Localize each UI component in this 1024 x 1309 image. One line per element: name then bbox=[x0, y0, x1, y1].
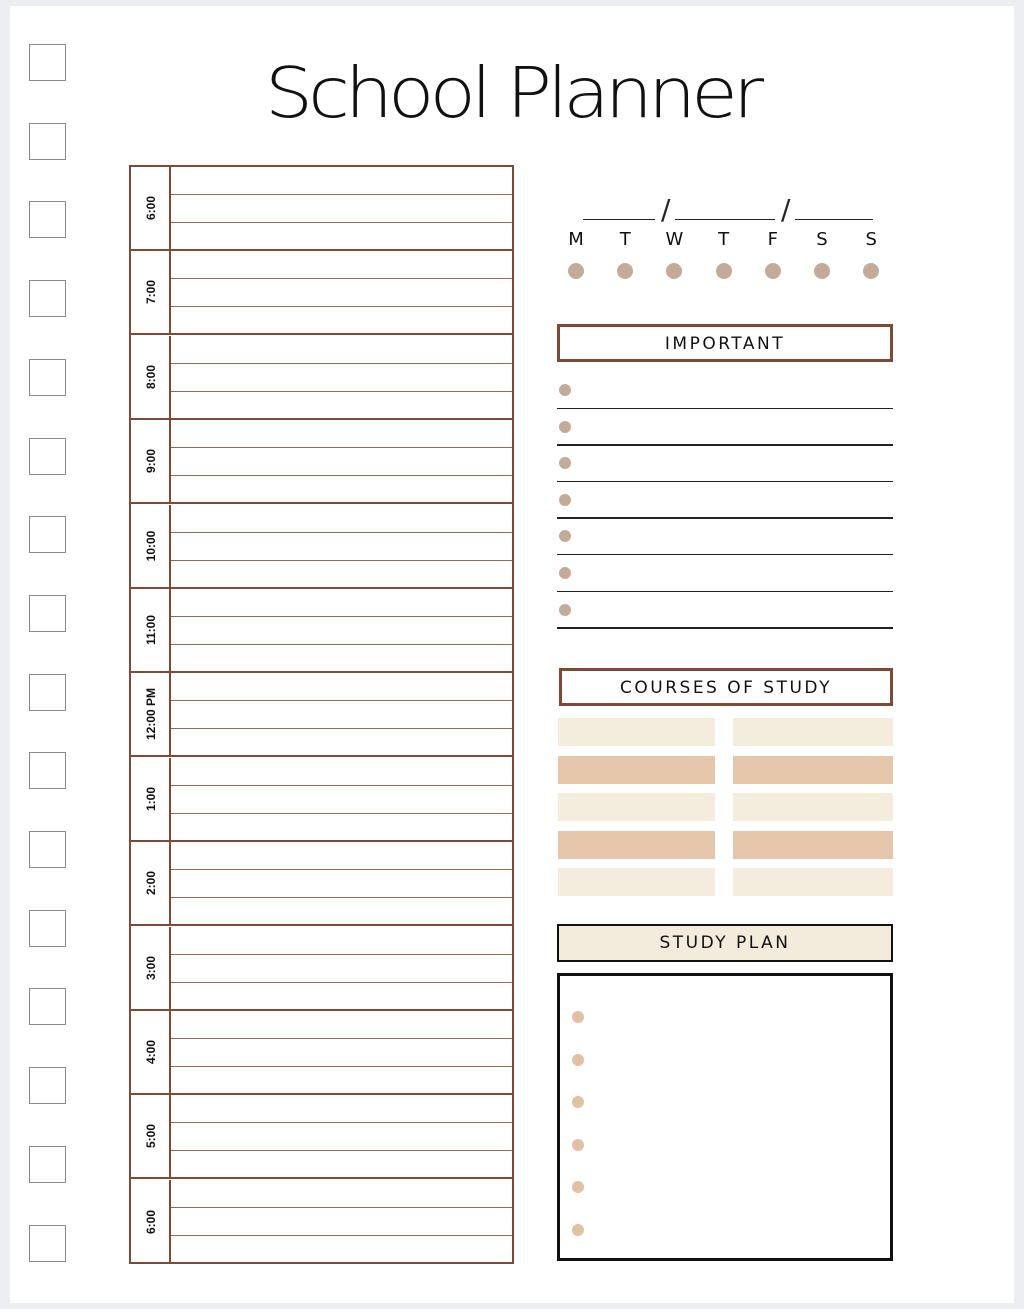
date-blank-month[interactable] bbox=[583, 219, 655, 220]
important-item[interactable] bbox=[557, 410, 893, 446]
weekday-dot[interactable] bbox=[716, 263, 732, 279]
schedule-row[interactable] bbox=[131, 758, 512, 842]
checkbox[interactable] bbox=[29, 1225, 66, 1262]
bullet-dot bbox=[559, 494, 571, 506]
writing-line bbox=[171, 1150, 512, 1151]
schedule-row[interactable] bbox=[131, 1180, 512, 1264]
time-cell bbox=[131, 251, 171, 333]
course-field[interactable] bbox=[733, 756, 893, 784]
course-field[interactable] bbox=[558, 831, 715, 859]
schedule-row[interactable] bbox=[131, 167, 512, 251]
writing-line bbox=[171, 616, 512, 617]
important-item[interactable] bbox=[557, 373, 893, 409]
checkbox[interactable] bbox=[29, 516, 66, 553]
important-item[interactable] bbox=[557, 446, 893, 482]
time-cell bbox=[131, 1095, 171, 1177]
writing-line bbox=[171, 982, 512, 983]
time-cell bbox=[131, 167, 171, 249]
courses-header: COURSES OF STUDY bbox=[559, 668, 893, 706]
time-label: 3:00 bbox=[144, 955, 158, 980]
time-label: 2:00 bbox=[144, 871, 158, 896]
writing-line bbox=[171, 222, 512, 223]
checkbox[interactable] bbox=[29, 44, 66, 81]
time-cell bbox=[131, 336, 171, 418]
writing-line bbox=[171, 475, 512, 476]
schedule-row[interactable] bbox=[131, 251, 512, 335]
writing-line bbox=[171, 1207, 512, 1208]
checkbox[interactable] bbox=[29, 201, 66, 238]
bullet-dot bbox=[572, 1096, 584, 1108]
time-cell bbox=[131, 673, 171, 755]
schedule-row[interactable] bbox=[131, 1011, 512, 1095]
checkbox[interactable] bbox=[29, 752, 66, 789]
schedule-row[interactable] bbox=[131, 927, 512, 1011]
writing-line bbox=[171, 306, 512, 307]
weekday-label: T bbox=[718, 229, 730, 250]
course-field[interactable] bbox=[558, 718, 715, 746]
writing-line bbox=[171, 447, 512, 448]
course-field[interactable] bbox=[733, 868, 893, 896]
course-field[interactable] bbox=[558, 793, 715, 821]
writing-line bbox=[171, 1235, 512, 1236]
bullet-dot bbox=[572, 1224, 584, 1236]
time-cell bbox=[131, 758, 171, 840]
bullet-dot bbox=[572, 1139, 584, 1151]
bullet-dot bbox=[559, 384, 571, 396]
writing-line bbox=[171, 1038, 512, 1039]
checkbox[interactable] bbox=[29, 595, 66, 632]
schedule-row[interactable] bbox=[131, 336, 512, 420]
writing-line bbox=[171, 954, 512, 955]
checkbox[interactable] bbox=[29, 988, 66, 1025]
date-field bbox=[583, 184, 873, 226]
checkbox[interactable] bbox=[29, 280, 66, 317]
time-cell bbox=[131, 505, 171, 587]
writing-line bbox=[171, 1066, 512, 1067]
writing-line bbox=[171, 560, 512, 561]
writing-line bbox=[171, 728, 512, 729]
schedule-row[interactable] bbox=[131, 842, 512, 926]
bullet-dot bbox=[559, 530, 571, 542]
weekday-dot[interactable] bbox=[568, 263, 584, 279]
weekday-label: S bbox=[865, 229, 877, 250]
bullet-dot bbox=[559, 421, 571, 433]
important-item[interactable] bbox=[557, 556, 893, 592]
time-label: 6:00 bbox=[144, 1209, 158, 1234]
time-label: 8:00 bbox=[144, 364, 158, 389]
hourly-schedule bbox=[129, 165, 514, 1264]
weekday-label: F bbox=[767, 229, 778, 250]
time-label: 5:00 bbox=[144, 1124, 158, 1149]
schedule-row[interactable] bbox=[131, 505, 512, 589]
writing-line bbox=[171, 363, 512, 364]
important-header: IMPORTANT bbox=[557, 324, 893, 362]
checkbox[interactable] bbox=[29, 359, 66, 396]
weekday-dot[interactable] bbox=[814, 263, 830, 279]
course-field[interactable] bbox=[558, 756, 715, 784]
schedule-row[interactable] bbox=[131, 1095, 512, 1179]
course-field[interactable] bbox=[733, 831, 893, 859]
time-cell bbox=[131, 420, 171, 502]
weekday-label: M bbox=[568, 229, 584, 250]
date-blank-year[interactable] bbox=[795, 219, 873, 220]
writing-line bbox=[171, 644, 512, 645]
bullet-dot bbox=[572, 1181, 584, 1193]
checkbox[interactable] bbox=[29, 910, 66, 947]
writing-line bbox=[171, 278, 512, 279]
schedule-row[interactable] bbox=[131, 673, 512, 757]
important-item[interactable] bbox=[557, 519, 893, 555]
bullet-dot bbox=[559, 457, 571, 469]
date-separator: / bbox=[661, 193, 671, 226]
time-label: 10:00 bbox=[144, 530, 158, 561]
course-field[interactable] bbox=[733, 793, 893, 821]
writing-line bbox=[171, 813, 512, 814]
weekday-label: S bbox=[816, 229, 828, 250]
checkbox[interactable] bbox=[29, 674, 66, 711]
writing-line bbox=[171, 1122, 512, 1123]
writing-line bbox=[171, 869, 512, 870]
important-item[interactable] bbox=[557, 593, 893, 629]
time-label: 4:00 bbox=[144, 1039, 158, 1065]
checkbox[interactable] bbox=[29, 1067, 66, 1104]
writing-line bbox=[171, 785, 512, 786]
writing-line bbox=[171, 194, 512, 195]
schedule-row[interactable] bbox=[131, 589, 512, 673]
writing-line bbox=[171, 391, 512, 392]
bullet-dot bbox=[572, 1011, 584, 1023]
study-plan-box[interactable] bbox=[557, 973, 893, 1261]
time-label: 7:00 bbox=[144, 280, 158, 305]
writing-line bbox=[171, 897, 512, 898]
weekday-dot[interactable] bbox=[765, 263, 781, 279]
writing-line bbox=[171, 532, 512, 533]
date-blank-day[interactable] bbox=[675, 219, 775, 220]
checkbox[interactable] bbox=[29, 438, 66, 475]
time-cell bbox=[131, 927, 171, 1009]
course-field[interactable] bbox=[558, 868, 715, 896]
time-cell bbox=[131, 842, 171, 924]
writing-line bbox=[171, 700, 512, 701]
bullet-dot bbox=[572, 1054, 584, 1066]
time-label: 9:00 bbox=[144, 449, 158, 474]
checkbox[interactable] bbox=[29, 1146, 66, 1183]
checkbox-column bbox=[29, 44, 69, 1274]
weekday-label: W bbox=[665, 229, 684, 250]
time-label: 6:00 bbox=[144, 195, 158, 221]
course-field[interactable] bbox=[733, 718, 893, 746]
time-label: 12:00 PM bbox=[144, 688, 158, 741]
time-cell bbox=[131, 589, 171, 671]
page-title: School Planner bbox=[264, 51, 760, 134]
checkbox[interactable] bbox=[29, 123, 66, 160]
checkbox[interactable] bbox=[29, 831, 66, 868]
time-label: 1:00 bbox=[144, 786, 158, 811]
writing-line bbox=[557, 627, 893, 629]
date-separator: / bbox=[781, 193, 791, 226]
time-cell bbox=[131, 1011, 171, 1093]
time-cell bbox=[131, 1180, 171, 1264]
study-plan-header: STUDY PLAN bbox=[557, 924, 893, 962]
bullet-dot bbox=[559, 604, 571, 616]
schedule-row[interactable] bbox=[131, 420, 512, 504]
bullet-dot bbox=[559, 567, 571, 579]
weekday-label: T bbox=[619, 229, 631, 250]
important-item[interactable] bbox=[557, 483, 893, 519]
time-label: 11:00 bbox=[144, 614, 158, 646]
